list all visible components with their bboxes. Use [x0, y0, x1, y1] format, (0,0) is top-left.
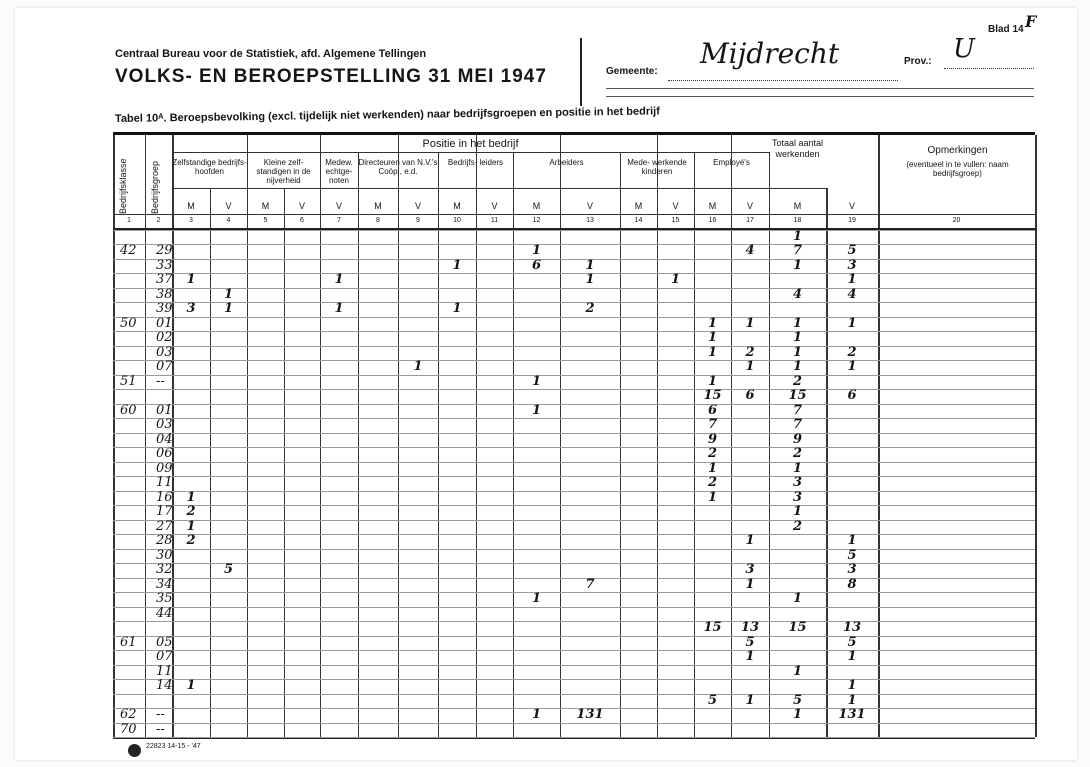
- row-klasse: 50: [120, 315, 137, 331]
- row-klasse: 70: [120, 721, 137, 737]
- cell-value: 2: [847, 344, 857, 360]
- cell-value: 1: [792, 504, 803, 520]
- group-header: Directeuren van N.V.'s Coöp., e.d.: [358, 158, 438, 176]
- row-groep: 14: [156, 678, 173, 694]
- cell-value: 2: [792, 373, 803, 389]
- row-line: [113, 607, 1035, 608]
- column-line: [113, 135, 115, 737]
- row-line: [113, 694, 1035, 695]
- sub-header-m: M: [453, 201, 461, 211]
- gemeente-value: Mijdrecht: [700, 37, 840, 70]
- column-number: 8: [376, 217, 380, 224]
- row-groep: 34: [156, 576, 173, 592]
- row-line: [113, 230, 1035, 231]
- column-line: [657, 135, 658, 737]
- cell-value: 5: [792, 692, 803, 708]
- cell-value: 1: [585, 272, 595, 288]
- sub-header-m: M: [374, 201, 382, 211]
- column-line: [1035, 135, 1037, 737]
- column-number: 1: [127, 217, 131, 224]
- sub-header-v: V: [414, 201, 421, 211]
- row-line: [113, 331, 1035, 332]
- row-groep: 38: [156, 286, 173, 302]
- cell-value: 1: [707, 460, 718, 476]
- cell-value: 1: [745, 533, 755, 549]
- sub-header-v: V: [298, 201, 305, 211]
- cell-value: 1: [186, 489, 196, 505]
- cell-value: 1: [847, 272, 857, 288]
- cell-value: 15: [788, 620, 807, 636]
- row-groep: --: [156, 721, 165, 737]
- row-groep: 37: [156, 272, 173, 288]
- cell-value: 2: [792, 446, 803, 462]
- row-groep: 02: [156, 330, 173, 346]
- cell-value: 1: [452, 301, 462, 317]
- cell-value: 5: [707, 692, 718, 708]
- cell-value: 1: [792, 315, 803, 331]
- row-groep: 03: [156, 344, 173, 360]
- cell-value: 1: [531, 402, 542, 418]
- prov-value: U: [953, 34, 975, 64]
- cell-value: 7: [792, 402, 803, 418]
- sub-header-m: M: [634, 201, 643, 211]
- column-number: 18: [793, 217, 802, 224]
- row-groep: 11: [156, 475, 173, 491]
- group-header: Arbeiders: [549, 158, 584, 167]
- row-groep: 35: [156, 591, 173, 607]
- cell-value: 3: [186, 301, 196, 317]
- cell-value: 131: [576, 707, 604, 723]
- cell-value: 1: [792, 344, 803, 360]
- cell-value: 1: [186, 678, 196, 694]
- row-line: [113, 505, 1035, 506]
- cell-value: 1: [847, 533, 857, 549]
- cell-value: 13: [740, 620, 760, 636]
- cell-value: 1: [531, 243, 542, 259]
- cell-value: 1: [745, 315, 755, 331]
- cell-value: 1: [531, 707, 542, 723]
- row-line: [113, 650, 1035, 651]
- cell-value: 3: [847, 562, 857, 578]
- cell-value: 131: [838, 707, 866, 723]
- row-klasse: 42: [120, 243, 137, 259]
- sub-header-m: M: [708, 201, 717, 211]
- cell-value: 1: [334, 272, 344, 288]
- cell-value: 6: [847, 388, 857, 404]
- row-groep: 01: [156, 315, 173, 331]
- row-line: [113, 549, 1035, 550]
- row-line: [113, 462, 1035, 463]
- sub-header-m: M: [261, 201, 270, 211]
- cell-value: 7: [792, 243, 803, 259]
- row-line: [113, 447, 1035, 448]
- sub-rule: [172, 188, 826, 189]
- row-groep: 07: [156, 359, 173, 375]
- cell-value: 5: [223, 562, 234, 578]
- row-groep: 44: [156, 605, 173, 621]
- row-groep: 32: [156, 562, 173, 578]
- cell-value: 8: [847, 576, 857, 592]
- row-groep: 01: [156, 402, 173, 418]
- row-groep: 33: [156, 257, 173, 273]
- cell-value: 1: [452, 257, 462, 273]
- column-line: [320, 135, 321, 737]
- sub-header-v: V: [586, 201, 593, 211]
- cell-value: 1: [745, 576, 755, 592]
- row-line: [113, 476, 1035, 477]
- column-number: 5: [263, 217, 268, 224]
- row-line: [113, 534, 1035, 535]
- cell-value: 1: [707, 373, 718, 389]
- row-groep: 16: [156, 489, 173, 505]
- cell-value: 2: [707, 475, 718, 491]
- cell-value: 1: [186, 518, 196, 534]
- blad-number: 14: [1012, 24, 1024, 35]
- row-line: [113, 360, 1035, 361]
- row-line: [113, 665, 1035, 666]
- cell-value: 1: [334, 301, 344, 317]
- cell-value: 1: [707, 315, 718, 331]
- form-title: VOLKS- EN BEROEPSTELLING 31 MEI 1947: [115, 66, 547, 87]
- row-klasse: 61: [120, 634, 137, 650]
- cell-value: 1: [707, 344, 718, 360]
- cell-value: 1: [792, 707, 803, 723]
- cell-value: 1: [792, 663, 803, 679]
- table-title: Tabel 10ᴬ. Beroepsbevolking (excl. tijdelijk niet werkenden) naar bedrijfsgroepen en positie in het bedrijf: [114, 105, 660, 125]
- sub-header-m: M: [793, 201, 802, 211]
- bedrijfsgroep-header: Bedrijfsgroep: [150, 160, 160, 214]
- cell-value: 7: [792, 417, 803, 433]
- column-line: [398, 135, 399, 737]
- row-line: [113, 244, 1035, 245]
- column-line: [145, 135, 146, 737]
- cell-value: 9: [707, 431, 718, 447]
- cell-value: 5: [847, 634, 857, 650]
- cell-value: 1: [186, 272, 196, 288]
- print-code: 22823 14-15 - '47: [146, 743, 201, 750]
- row-line: [113, 723, 1035, 724]
- sub-header-v: V: [672, 201, 679, 211]
- cell-value: 13: [842, 620, 862, 636]
- sub-header-v: V: [491, 201, 498, 211]
- cell-value: 9: [792, 431, 803, 447]
- cell-value: 1: [847, 359, 857, 375]
- row-line: [113, 317, 1035, 318]
- group-header: Bedrijfs- leiders: [447, 158, 504, 167]
- cell-value: 1: [792, 591, 803, 607]
- cell-value: 5: [847, 547, 857, 563]
- column-line: [476, 135, 477, 737]
- cell-value: 2: [186, 533, 196, 549]
- group-header: Mede- werkende kinderen: [627, 158, 687, 176]
- bedrijfsklasse-header: Bedrijfsklasse: [118, 158, 128, 214]
- cell-value: 15: [703, 620, 722, 636]
- row-line: [113, 563, 1035, 564]
- row-groep: 11: [156, 663, 173, 679]
- prov-label: Prov.:: [904, 56, 932, 67]
- row-groep: 28: [156, 533, 173, 549]
- column-number: 6: [300, 217, 304, 224]
- sub-header-m: M: [532, 201, 541, 211]
- group-header: Kleine zelf- standigen in de nijverheid: [256, 158, 311, 185]
- row-groep: 17: [156, 504, 173, 520]
- cell-value: 1: [745, 359, 755, 375]
- cell-value: 1: [670, 272, 681, 288]
- sub-header-m: M: [187, 201, 195, 211]
- cell-value: 1: [847, 692, 857, 708]
- row-groep: --: [156, 373, 165, 389]
- cell-value: 7: [585, 576, 595, 592]
- row-line: [113, 433, 1035, 434]
- cell-value: 4: [847, 286, 857, 302]
- cell-value: 1: [531, 591, 542, 607]
- row-line: [113, 520, 1035, 521]
- row-line: [113, 592, 1035, 593]
- gemeente-label: Gemeente:: [606, 66, 658, 77]
- column-number: 7: [337, 217, 341, 224]
- opmerkingen-sub: (eventueel in te vullen: naam bedrijfsgroep): [906, 160, 1009, 178]
- column-number: 2: [156, 217, 161, 224]
- row-groep: --: [156, 707, 165, 723]
- sub-header-v: V: [225, 201, 232, 211]
- cell-value: 1: [707, 330, 718, 346]
- row-line: [113, 346, 1035, 347]
- row-klasse: 60: [120, 402, 137, 418]
- row-line: [113, 404, 1035, 405]
- group-header: Zelfstandige bedrijfs- hoofden: [172, 158, 247, 176]
- sub-header-v: V: [746, 201, 753, 211]
- column-line: [560, 135, 561, 737]
- cell-value: 2: [585, 301, 595, 317]
- printer-mark-icon: [128, 744, 141, 757]
- column-number: 3: [189, 217, 193, 224]
- column-number: 11: [490, 217, 499, 224]
- cell-value: 1: [792, 257, 803, 273]
- group-header: Medew. echtge- noten: [325, 158, 353, 185]
- cell-value: 4: [792, 286, 803, 302]
- cell-value: 2: [186, 504, 196, 520]
- row-groep: 06: [156, 446, 173, 462]
- column-number: 15: [671, 217, 680, 224]
- cell-value: 4: [745, 243, 755, 259]
- column-number: 16: [708, 217, 717, 224]
- column-number: 13: [586, 217, 594, 224]
- cell-value: 3: [792, 475, 803, 491]
- positie-rule: [172, 152, 769, 153]
- cell-value: 1: [223, 286, 234, 302]
- column-number: 17: [746, 217, 754, 224]
- row-line: [113, 491, 1035, 492]
- row-groep: 03: [156, 417, 173, 433]
- cell-value: 5: [745, 634, 755, 650]
- cell-value: 1: [745, 649, 755, 665]
- cell-value: 6: [531, 257, 542, 273]
- row-line: [113, 418, 1035, 419]
- row-line: [113, 679, 1035, 680]
- row-groep: 30: [156, 547, 173, 563]
- cell-value: 1: [847, 315, 857, 331]
- row-line: [113, 737, 1035, 738]
- row-line: [113, 621, 1035, 622]
- cell-value: 2: [745, 344, 755, 360]
- column-line: [247, 135, 248, 737]
- cell-value: 1: [585, 257, 595, 273]
- column-number: 14: [634, 217, 643, 224]
- blad-label: Blad 14: [988, 24, 1024, 35]
- cell-value: 2: [707, 446, 718, 462]
- row-groep: 09: [156, 460, 173, 476]
- cell-value: 5: [847, 243, 857, 259]
- cell-value: 1: [847, 649, 857, 665]
- row-klasse: 62: [120, 707, 137, 723]
- blad-sup: F: [1025, 12, 1037, 31]
- cell-value: 15: [788, 388, 807, 404]
- cell-value: 1: [413, 359, 423, 375]
- column-number: 9: [416, 217, 420, 224]
- cell-value: 2: [792, 518, 803, 534]
- cell-value: 7: [707, 417, 718, 433]
- row-groep: 27: [156, 518, 173, 534]
- cell-value: 6: [707, 402, 718, 418]
- cell-value: 3: [792, 489, 803, 505]
- row-groep: 07: [156, 649, 173, 665]
- cell-value: 1: [223, 301, 234, 317]
- row-line: [113, 288, 1035, 289]
- row-klasse: 51: [120, 373, 137, 389]
- positie-header: Positie in het bedrijf: [422, 138, 519, 150]
- cell-value: 1: [531, 373, 542, 389]
- column-line: [878, 135, 880, 737]
- cell-value: 15: [703, 388, 722, 404]
- cell-value: 1: [792, 330, 803, 346]
- sub-header-v: V: [335, 201, 342, 211]
- cell-value: 1: [847, 678, 857, 694]
- column-number: 20: [952, 217, 961, 224]
- cell-value: 6: [745, 388, 755, 404]
- row-groep: 04: [156, 431, 173, 447]
- cell-value: 1: [792, 460, 803, 476]
- organisation-name: Centraal Bureau voor de Statistiek, afd. Algemene Tellingen: [115, 48, 427, 60]
- cell-value: 1: [792, 229, 803, 244]
- cell-value: 1: [792, 359, 803, 375]
- row-groep: 39: [156, 301, 173, 317]
- column-number: 4: [226, 217, 231, 224]
- group-header: Employé's: [713, 158, 750, 167]
- cell-value: 1: [707, 489, 718, 505]
- cell-value: 1: [745, 692, 755, 708]
- sub-header-v: V: [848, 201, 855, 211]
- column-number: 10: [453, 217, 461, 224]
- row-line: [113, 636, 1035, 637]
- totaal-header: Totaal aantal werkenden: [771, 138, 824, 159]
- cell-value: 3: [847, 257, 857, 273]
- row-groep: 05: [156, 634, 173, 650]
- row-line: [113, 375, 1035, 376]
- number-rule: [113, 214, 1035, 215]
- opmerkingen-header: Opmerkingen: [927, 145, 988, 156]
- cell-value: 3: [745, 562, 755, 578]
- column-number: 12: [532, 217, 541, 224]
- row-line: [113, 389, 1035, 390]
- column-number: 19: [848, 217, 856, 224]
- row-groep: 29: [156, 243, 173, 259]
